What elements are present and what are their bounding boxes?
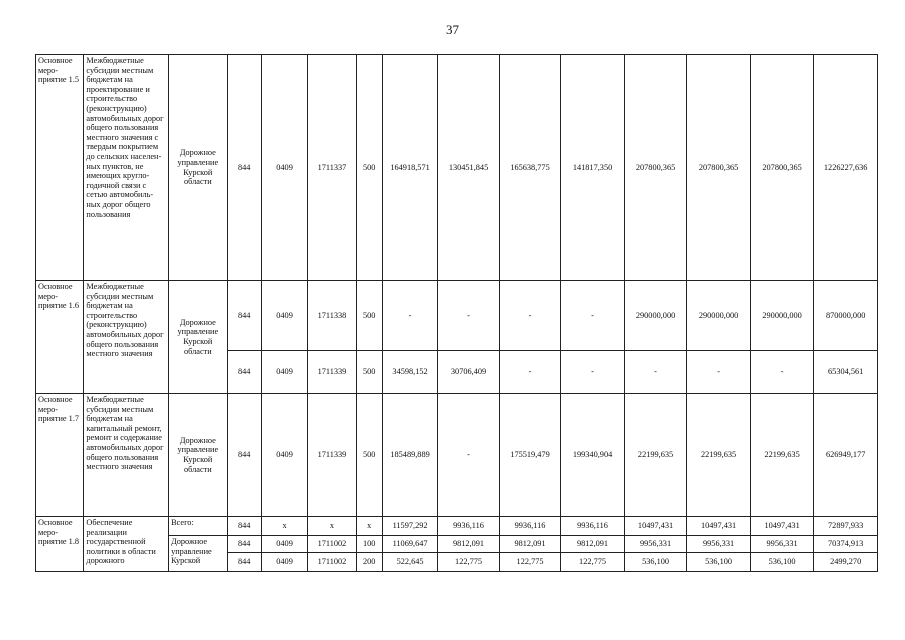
section-cell: 0409 <box>261 281 307 351</box>
table-row <box>36 281 878 351</box>
value-cell: 22199,635 <box>687 394 751 517</box>
value-cell: - <box>561 351 625 394</box>
value-cell: 9956,331 <box>750 536 814 553</box>
executor-cell: Дорожное управление Курской области <box>169 55 227 281</box>
value-cell: - <box>687 351 751 394</box>
grbs-cell: 844 <box>227 394 261 517</box>
grbs-cell: 844 <box>227 536 261 553</box>
executor-cell: Дорожное управление Курской области <box>169 281 227 394</box>
target-article-cell: 1711338 <box>308 281 356 351</box>
target-article-cell: 1711339 <box>308 394 356 517</box>
executor-cell: Дорожное управление Курской <box>169 536 227 572</box>
description-cell: Межбюджетные субсидии местным бюджетам на строительство (реконструкцию) автомобильных дорог общего пользования местного значения <box>84 281 169 394</box>
target-article-cell: 1711002 <box>308 553 356 572</box>
value-cell: - <box>750 351 814 394</box>
total-cell: 72897,933 <box>814 517 878 536</box>
value-cell: 11597,292 <box>382 517 437 536</box>
value-cell: 30706,409 <box>438 351 500 394</box>
value-cell: - <box>499 351 561 394</box>
value-cell: 22199,635 <box>624 394 687 517</box>
value-cell: 522,645 <box>382 553 437 572</box>
expense-type-cell: 100 <box>356 536 382 553</box>
executor-cell: Всего: <box>169 517 227 536</box>
total-cell: 1226227,636 <box>814 55 878 281</box>
section-cell: 0409 <box>261 55 307 281</box>
expense-type-cell: 500 <box>356 281 382 351</box>
target-article-cell: 1711339 <box>308 351 356 394</box>
value-cell: 10497,431 <box>750 517 814 536</box>
value-cell: 290000,000 <box>624 281 687 351</box>
value-cell: 290000,000 <box>687 281 751 351</box>
section-cell: x <box>261 517 307 536</box>
target-article-cell: x <box>308 517 356 536</box>
value-cell: 9812,091 <box>561 536 625 553</box>
description-cell: Межбюджетные субсидии местным бюджетам на капитальный ремонт, ремонт и содержание автомобильных дорог общего пользования местного значения <box>84 394 169 517</box>
target-article-cell: 1711002 <box>308 536 356 553</box>
value-cell: 199340,904 <box>561 394 625 517</box>
value-cell: 175519,479 <box>499 394 561 517</box>
table-row <box>36 394 878 517</box>
target-article-cell: 1711337 <box>308 55 356 281</box>
value-cell: 165638,775 <box>499 55 561 281</box>
total-cell: 65304,561 <box>814 351 878 394</box>
value-cell: 34598,152 <box>382 351 437 394</box>
executor-cell: Дорожное управление Курской области <box>169 394 227 517</box>
value-cell: 536,100 <box>687 553 751 572</box>
table-row <box>36 517 878 536</box>
value-cell: - <box>499 281 561 351</box>
value-cell: 122,775 <box>561 553 625 572</box>
value-cell: 207800,365 <box>750 55 814 281</box>
measure-cell: Основное меро- приятие 1.6 <box>36 281 84 394</box>
expense-type-cell: 500 <box>356 351 382 394</box>
value-cell: 130451,845 <box>438 55 500 281</box>
value-cell: 185489,889 <box>382 394 437 517</box>
value-cell: 9956,331 <box>687 536 751 553</box>
total-cell: 870000,000 <box>814 281 878 351</box>
value-cell: 9936,116 <box>438 517 500 536</box>
expense-type-cell: x <box>356 517 382 536</box>
value-cell: 9812,091 <box>438 536 500 553</box>
value-cell: - <box>438 394 500 517</box>
value-cell: 207800,365 <box>624 55 687 281</box>
section-cell: 0409 <box>261 553 307 572</box>
section-cell: 0409 <box>261 536 307 553</box>
expense-type-cell: 500 <box>356 55 382 281</box>
measure-cell: Основное меро- приятие 1.7 <box>36 394 84 517</box>
value-cell: - <box>624 351 687 394</box>
value-cell: 164918,571 <box>382 55 437 281</box>
value-cell: 9936,116 <box>561 517 625 536</box>
value-cell: 122,775 <box>499 553 561 572</box>
value-cell: - <box>382 281 437 351</box>
value-cell: 536,100 <box>624 553 687 572</box>
total-cell: 626949,177 <box>814 394 878 517</box>
grbs-cell: 844 <box>227 55 261 281</box>
value-cell: 11069,647 <box>382 536 437 553</box>
total-cell: 2499,270 <box>814 553 878 572</box>
value-cell: 9812,091 <box>499 536 561 553</box>
value-cell: 10497,431 <box>687 517 751 536</box>
budget-table <box>35 54 878 572</box>
value-cell: - <box>438 281 500 351</box>
measure-cell: Основное меро- приятие 1.8 <box>36 517 84 572</box>
value-cell: 290000,000 <box>750 281 814 351</box>
value-cell: 22199,635 <box>750 394 814 517</box>
description-cell: Межбюджетные субсидии местным бюджетам на проектирование и строительство (реконструкцию) автомобильных дорог общего пользования местного значения с твердым покрытием до сельских населен- ных пунктов, не имеющих кругло- годичной связи с сетью автомобиль- ных дорог общего пользования <box>84 55 169 281</box>
value-cell: 10497,431 <box>624 517 687 536</box>
grbs-cell: 844 <box>227 351 261 394</box>
page-number: 37 <box>446 22 459 37</box>
value-cell: 207800,365 <box>687 55 751 281</box>
expense-type-cell: 200 <box>356 553 382 572</box>
section-cell: 0409 <box>261 351 307 394</box>
total-cell: 70374,913 <box>814 536 878 553</box>
value-cell: 9936,116 <box>499 517 561 536</box>
value-cell: 122,775 <box>438 553 500 572</box>
grbs-cell: 844 <box>227 553 261 572</box>
section-cell: 0409 <box>261 394 307 517</box>
grbs-cell: 844 <box>227 281 261 351</box>
measure-cell: Основное меро- приятие 1.5 <box>36 55 84 281</box>
value-cell: 536,100 <box>750 553 814 572</box>
table-row <box>36 55 878 281</box>
value-cell: 9956,331 <box>624 536 687 553</box>
value-cell: - <box>561 281 625 351</box>
value-cell: 141817,350 <box>561 55 625 281</box>
expense-type-cell: 500 <box>356 394 382 517</box>
grbs-cell: 844 <box>227 517 261 536</box>
description-cell: Обеспечение реализации государственной политики в области дорожного <box>84 517 169 572</box>
